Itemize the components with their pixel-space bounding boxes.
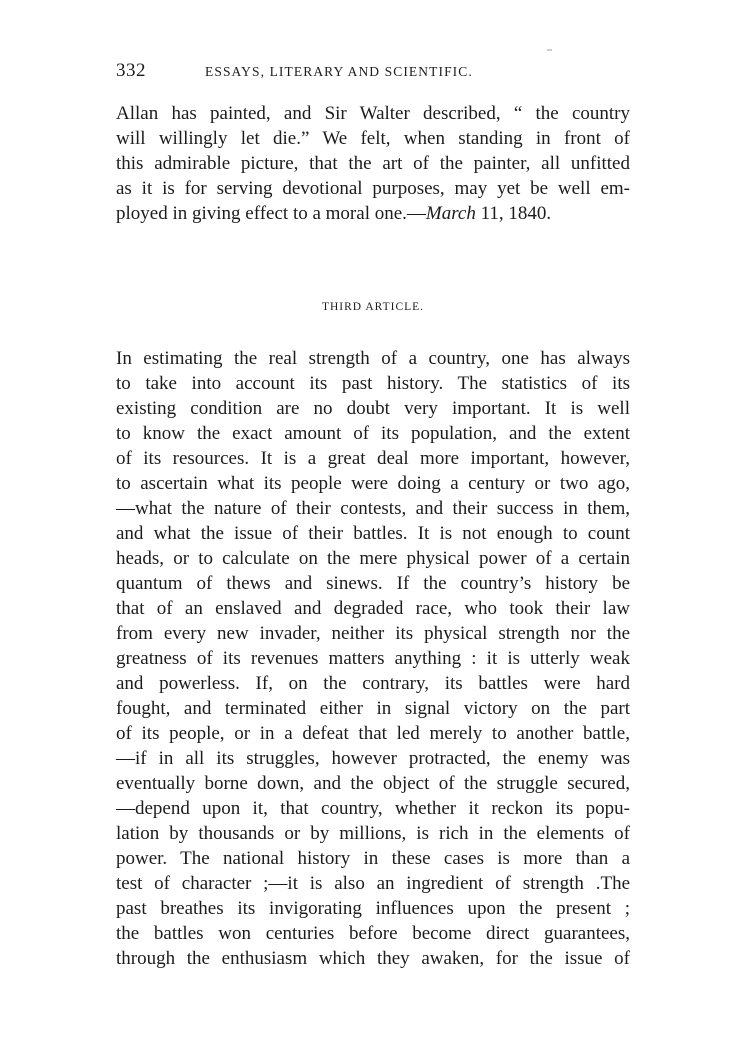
page-number: 332 bbox=[116, 60, 146, 81]
date-rest: 11, 1840. bbox=[475, 203, 552, 224]
text-line: this admirable picture, that the art of the painter, all unfitted bbox=[116, 153, 630, 174]
text-line: the battles won centuries before become direct guarantees, bbox=[116, 923, 630, 944]
text-line: to know the exact amount of its population, and the extent bbox=[116, 423, 630, 444]
running-title: ESSAYS, LITERARY AND SCIENTIFIC. bbox=[205, 64, 473, 79]
text-line: and what the issue of their battles. It is not enough to count bbox=[116, 523, 630, 544]
scan-speck bbox=[547, 49, 552, 51]
text-line: In estimating the real strength of a country, one has always bbox=[116, 348, 630, 369]
text-line-dated bbox=[116, 201, 630, 226]
text-line: —depend upon it, that country, whether it reckon its popu- bbox=[116, 798, 630, 819]
text-line: fought, and terminated either in signal victory on the part bbox=[116, 698, 630, 719]
section-heading: THIRD ARTICLE. bbox=[321, 301, 425, 313]
text-line: lation by thousands or by millions, is rich in the elements of bbox=[116, 823, 630, 844]
previous-article-paragraph bbox=[116, 101, 630, 226]
text-line: from every new invader, neither its physical strength nor the bbox=[116, 623, 630, 644]
text-line: heads, or to calculate on the mere physical power of a certain bbox=[116, 548, 630, 569]
text-line: of its people, or in a defeat that led merely to another battle, bbox=[116, 723, 630, 744]
text-line: that of an enslaved and degraded race, who took their law bbox=[116, 598, 630, 619]
text-line: —if in all its struggles, however protracted, the enemy was bbox=[116, 748, 630, 769]
closing-text: ployed in giving effect to a moral one.— bbox=[116, 203, 426, 224]
text-line: —what the nature of their contests, and their success in them, bbox=[116, 498, 630, 519]
text-line: to ascertain what its people were doing a century or two ago, bbox=[116, 473, 630, 494]
text-line: and powerless. If, on the contrary, its battles were hard bbox=[116, 673, 630, 694]
text-line: to take into account its past history. The statistics of its bbox=[116, 373, 630, 394]
text-line: will willingly let die.” We felt, when standing in front of bbox=[116, 128, 630, 149]
text-line: test of character ;—it is also an ingredient of strength .The bbox=[116, 873, 630, 894]
text-line: through the enthusiasm which they awaken, for the issue of bbox=[116, 948, 630, 969]
text-line: as it is for serving devotional purposes, may yet be well em- bbox=[116, 178, 630, 199]
text-line: power. The national history in these cases is more than a bbox=[116, 848, 630, 869]
running-head bbox=[116, 60, 630, 84]
text-line: past breathes its invigorating influences upon the present ; bbox=[116, 898, 630, 919]
text-line: quantum of thews and sinews. If the country’s history be bbox=[116, 573, 630, 594]
text-line: eventually borne down, and the object of the struggle secured, bbox=[116, 773, 630, 794]
main-article-paragraph bbox=[116, 346, 630, 971]
date-month: March bbox=[425, 203, 476, 224]
text-line: Allan has painted, and Sir Walter described, “ the country bbox=[116, 103, 630, 124]
text-line: existing condition are no doubt very important. It is well bbox=[116, 398, 630, 419]
text-line: greatness of its revenues matters anything : it is utterly weak bbox=[116, 648, 630, 669]
text-line: of its resources. It is a great deal more important, however, bbox=[116, 448, 630, 469]
